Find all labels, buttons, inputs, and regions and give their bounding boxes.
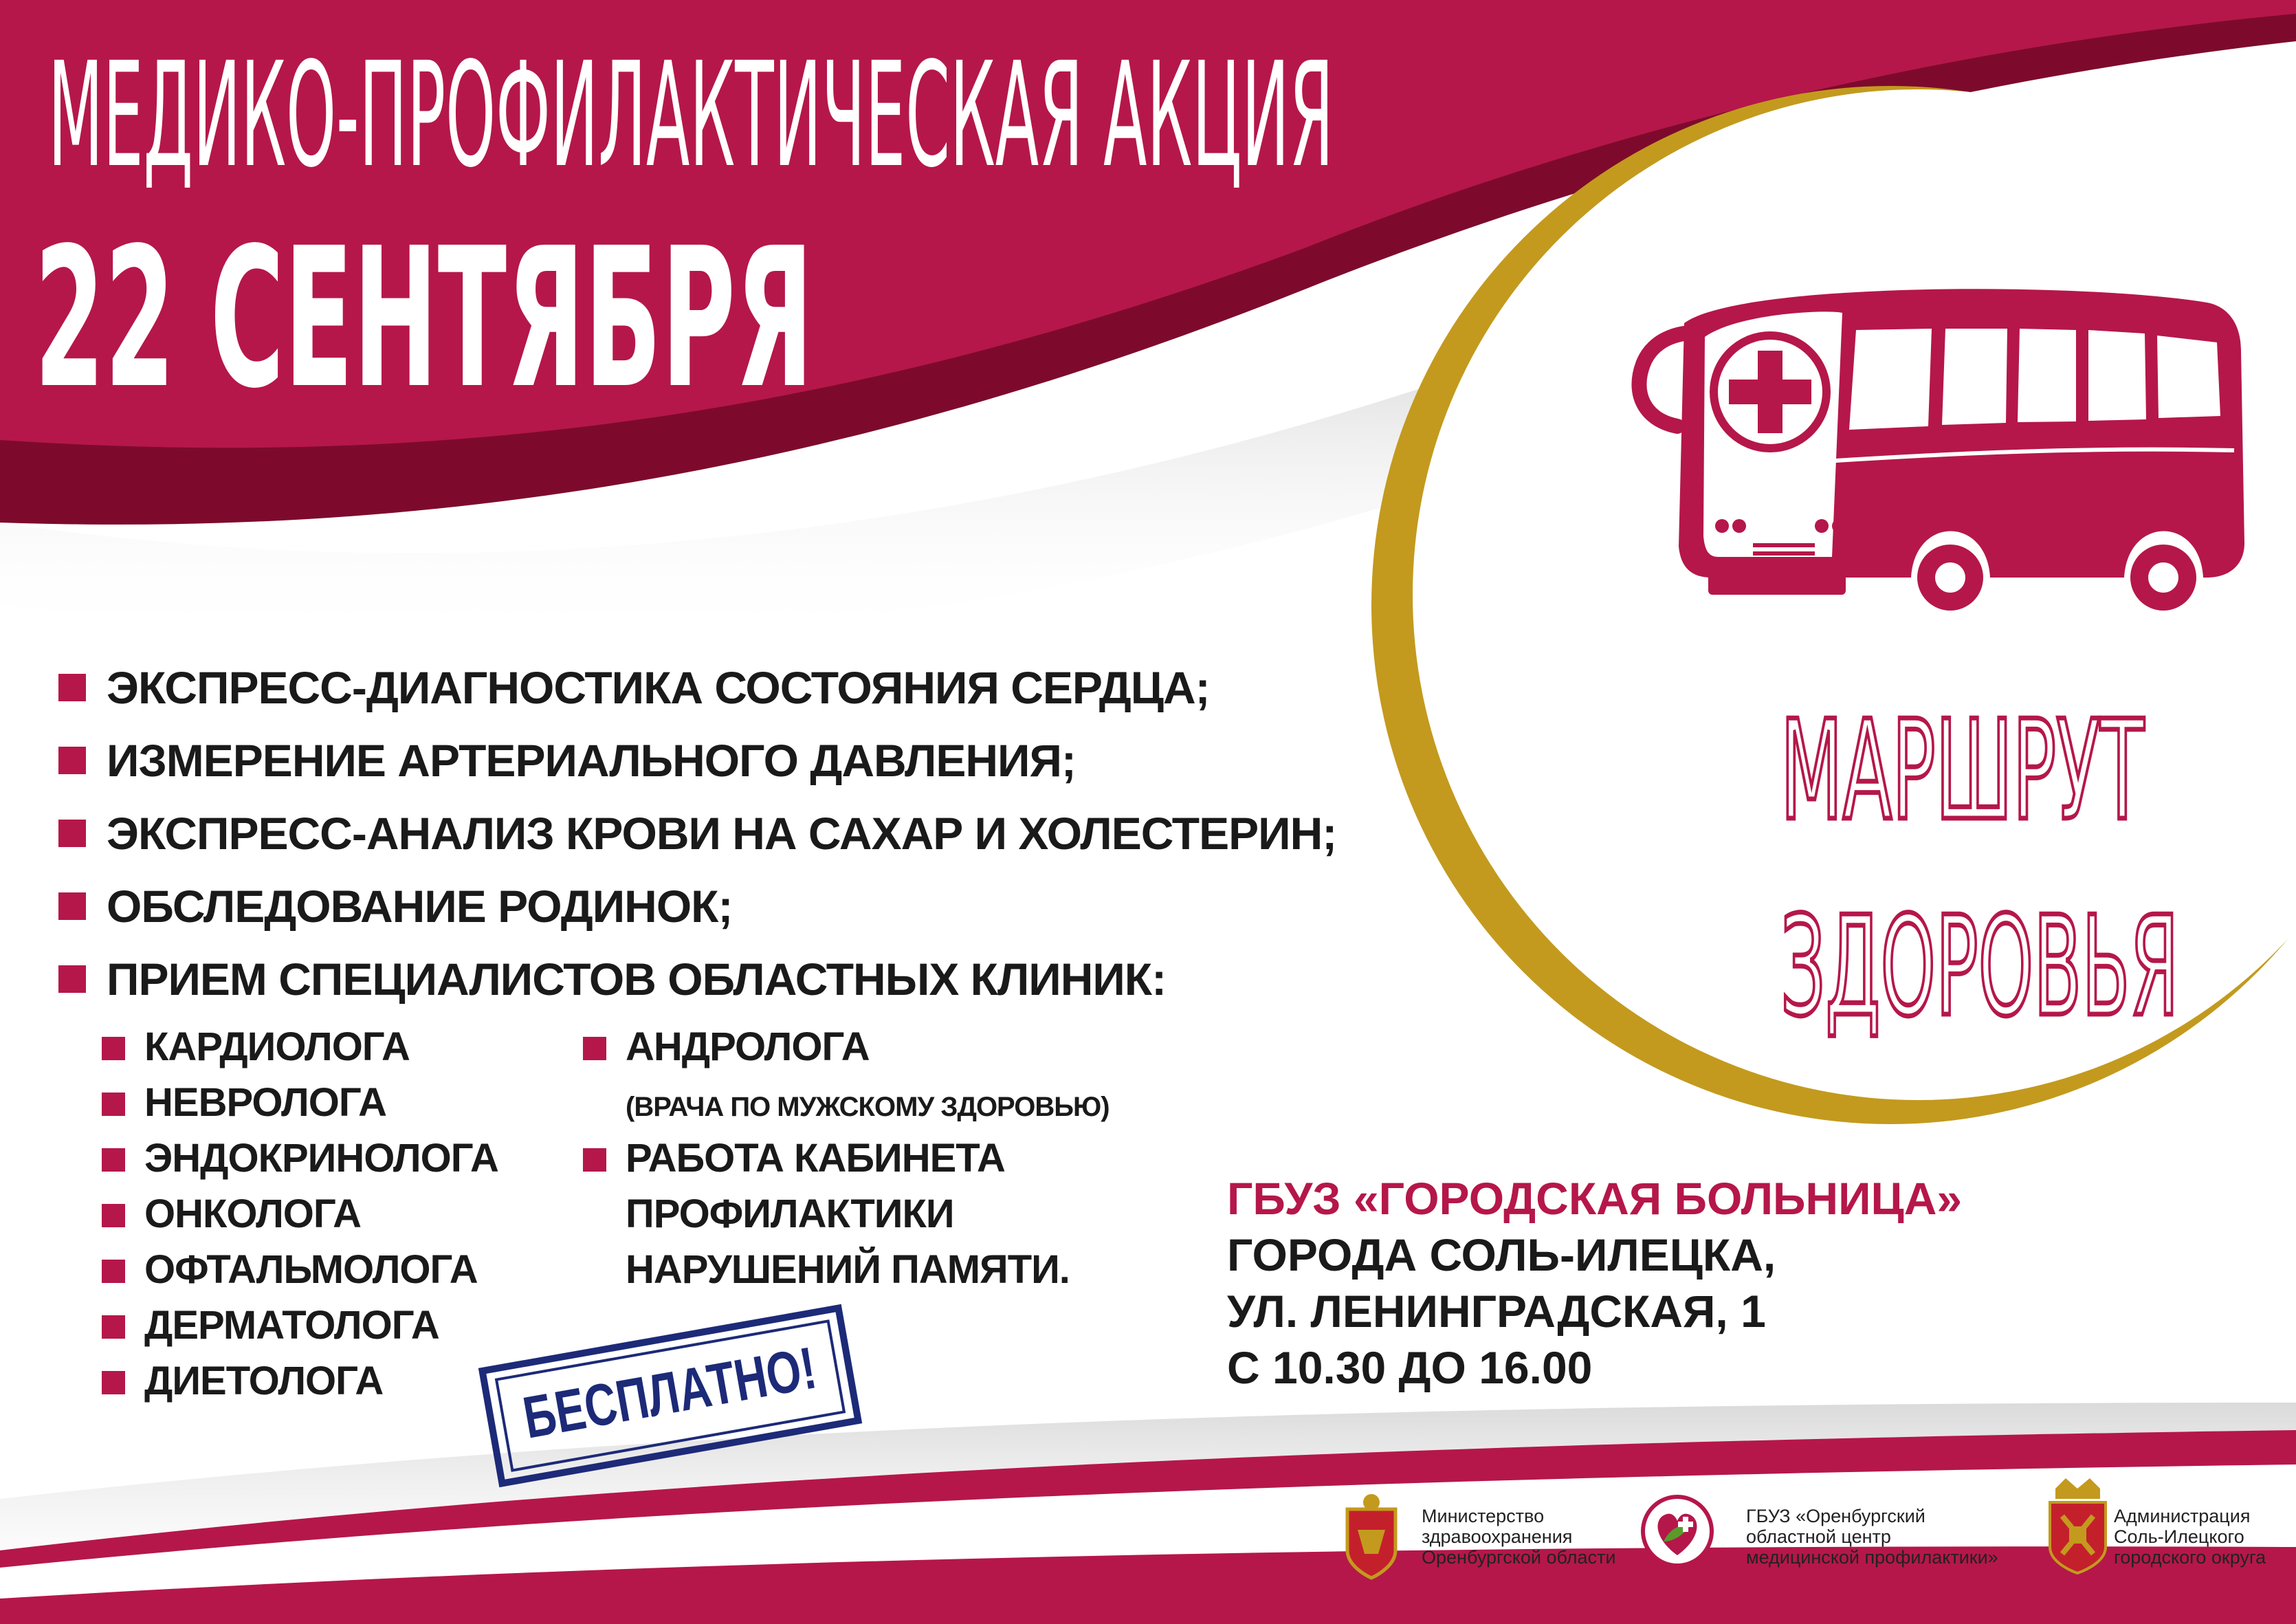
ministry-emblem-icon: [1337, 1492, 1406, 1581]
title-line1: [48, 28, 1354, 200]
administration-text-line: Администрация: [2114, 1506, 2251, 1526]
administration-logo-text: [2114, 1506, 2266, 1568]
free-stamp: [474, 1317, 917, 1475]
specialist-item: ОНКОЛОГА: [102, 1186, 498, 1242]
memory-office-line3: НАРУШЕНИЙ ПАМЯТИ.: [626, 1247, 1070, 1292]
center-text-line: областной центр: [1746, 1526, 1891, 1547]
prevention-center-logo-icon: [1640, 1493, 1715, 1569]
center-text-line: ГБУЗ «Оренбургский: [1746, 1506, 1925, 1526]
service-item: ПРИЕМ СПЕЦИАЛИСТОВ ОБЛАСТНЫХ КЛИНИК:: [58, 945, 1336, 1018]
street-line: УЛ. ЛЕНИНГРАДСКАЯ, 1: [1227, 1286, 1766, 1337]
address-block: [1227, 1170, 1962, 1396]
ministry-logo-text: [1422, 1506, 1616, 1568]
specialist-item: ЭНДОКРИНОЛОГА: [102, 1130, 498, 1186]
specialist-item-andrologist: [583, 1019, 1110, 1130]
andrologist-label: АНДРОЛОГА: [626, 1024, 870, 1069]
specialist-item: КАРДИОЛОГА: [102, 1019, 498, 1075]
center-logo-text: [1746, 1506, 1998, 1568]
hospital-name: ГБУЗ «ГОРОДСКАЯ БОЛЬНИЦА»: [1227, 1173, 1963, 1224]
specialist-item-memory-office: [583, 1130, 1110, 1297]
ministry-text-line: Оренбургской области: [1422, 1547, 1616, 1568]
specialist-item: НЕВРОЛОГА: [102, 1075, 498, 1130]
memory-office-line1: РАБОТА КАБИНЕТА: [626, 1136, 1005, 1181]
andrologist-note: (ВРАЧА ПО МУЖСКОМУ ЗДОРОВЬЮ): [626, 1092, 1110, 1122]
service-item: ИЗМЕРЕНИЕ АРТЕРИАЛЬНОГО ДАВЛЕНИЯ;: [58, 726, 1336, 799]
administration-emblem-icon: [2042, 1478, 2114, 1574]
specialist-item: ДИЕТОЛОГА: [102, 1353, 498, 1409]
services-list: [58, 653, 1336, 1018]
route-line2: ЗДОРОВЬЯ: [1780, 888, 2179, 1048]
title-line2: [34, 199, 825, 431]
specialist-item: ОФТАЛЬМОЛОГА: [102, 1242, 498, 1297]
city-line: ГОРОДА СОЛЬ-ИЛЕЦКА,: [1227, 1229, 1776, 1280]
title-line2-text: 22 СЕНТЯБРЯ: [34, 207, 813, 431]
service-item: ЭКСПРЕСС-ДИАГНОСТИКА СОСТОЯНИЯ СЕРДЦА;: [58, 653, 1336, 726]
ministry-text-line: Министерство: [1422, 1506, 1545, 1526]
specialists-right-list: [583, 1019, 1110, 1297]
route-title: [1780, 688, 2193, 1048]
administration-text-line: городского округа: [2114, 1547, 2266, 1568]
ministry-text-line: здравоохранения: [1422, 1526, 1573, 1547]
hours-line: С 10.30 ДО 16.00: [1227, 1342, 1593, 1393]
specialist-item: ДЕРМАТОЛОГА: [102, 1297, 498, 1353]
memory-office-line2: ПРОФИЛАКТИКИ: [626, 1192, 954, 1236]
specialists-left-list: [102, 1019, 498, 1409]
service-item: ЭКСПРЕСС-АНАЛИЗ КРОВИ НА САХАР И ХОЛЕСТЕРИН;: [58, 799, 1336, 872]
free-stamp-text: БЕСПЛАТНО!: [518, 1317, 917, 1451]
bus-icon: [1602, 254, 2262, 639]
administration-text-line: Соль-Илецкого: [2114, 1526, 2244, 1547]
center-text-line: медицинской профилактики»: [1746, 1547, 1998, 1568]
title-line1-text: МЕДИКО-ПРОФИЛАКТИЧЕСКАЯ АКЦИЯ: [48, 32, 1334, 200]
route-line1: МАРШРУТ: [1780, 692, 2145, 852]
service-item: ОБСЛЕДОВАНИЕ РОДИНОК;: [58, 872, 1336, 945]
